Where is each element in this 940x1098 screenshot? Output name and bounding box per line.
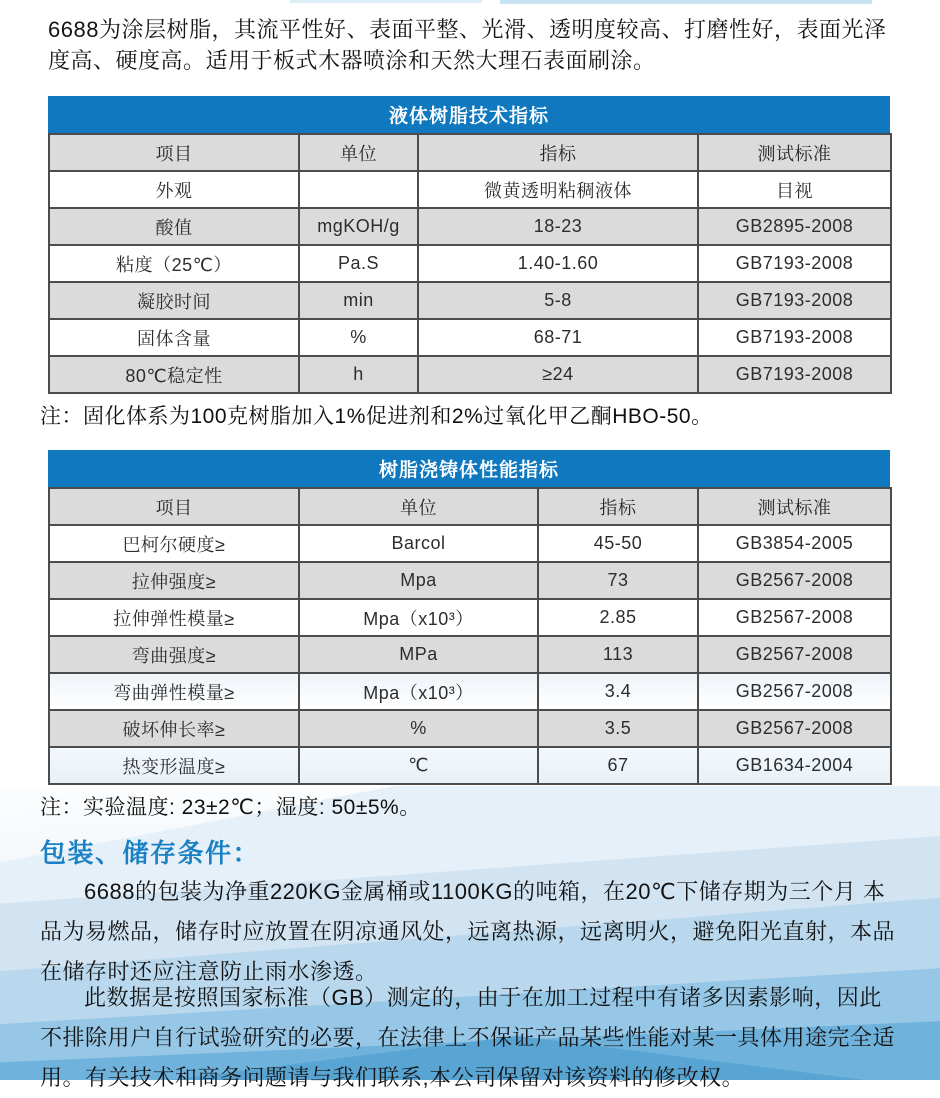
cell-standard: GB2895-2008 (698, 208, 891, 245)
cell-item: 固体含量 (49, 319, 299, 356)
cell-value: 5-8 (418, 282, 698, 319)
liquid-resin-table-title: 液体树脂技术指标 (48, 96, 890, 133)
cell-unit: Mpa（x10³） (299, 599, 538, 636)
cell-standard: 目视 (698, 171, 891, 208)
cell-standard: GB2567-2008 (698, 599, 891, 636)
column-header-item: 项目 (49, 488, 299, 525)
table-row (49, 562, 891, 599)
cell-item: 弯曲强度≥ (49, 636, 299, 673)
table-row (49, 747, 891, 784)
cell-unit: Pa.S (299, 245, 418, 282)
column-header-value: 指标 (538, 488, 698, 525)
cell-standard: GB1634-2004 (698, 747, 891, 784)
cell-value: 微黄透明粘稠液体 (418, 171, 698, 208)
table-row (49, 599, 891, 636)
table-row (49, 356, 891, 393)
cell-item: 破坏伸长率≥ (49, 710, 299, 747)
cell-standard: GB7193-2008 (698, 356, 891, 393)
cell-unit: Barcol (299, 525, 538, 562)
packaging-storage-heading: 包装、储存条件： (40, 838, 261, 868)
cell-value: 3.4 (538, 673, 698, 710)
cell-unit (299, 171, 418, 208)
column-header-unit: 单位 (299, 134, 418, 171)
cell-unit: h (299, 356, 418, 393)
packaging-storage-paragraph: 6688的包装为净重220KG金属桶或1100KG的吨箱，在20℃下储存期为三个月 本品为易燃品，储存时应放置在阴凉通风处，远离热源，远离明火，避免阳光直射，本品在储存时还应注意防止雨水渗透。 (40, 879, 896, 984)
table-header-row (49, 488, 891, 525)
cell-standard: GB7193-2008 (698, 319, 891, 356)
cell-item: 粘度（25℃） (49, 245, 299, 282)
cell-item: 拉伸强度≥ (49, 562, 299, 599)
table-row (49, 171, 891, 208)
cell-unit: % (299, 319, 418, 356)
table-row (49, 208, 891, 245)
cell-item: 80℃稳定性 (49, 356, 299, 393)
cell-item: 酸值 (49, 208, 299, 245)
cell-standard: GB2567-2008 (698, 562, 891, 599)
column-header-unit: 单位 (299, 488, 538, 525)
cell-value: 2.85 (538, 599, 698, 636)
cell-value: 67 (538, 747, 698, 784)
cell-value: 3.5 (538, 710, 698, 747)
cell-item: 弯曲弹性模量≥ (49, 673, 299, 710)
column-header-standard: 测试标准 (698, 134, 891, 171)
cell-value: 45-50 (538, 525, 698, 562)
casting-performance-table-title: 树脂浇铸体性能指标 (48, 450, 890, 487)
column-header-item: 项目 (49, 134, 299, 171)
table-row (49, 710, 891, 747)
cell-standard: GB2567-2008 (698, 710, 891, 747)
liquid-resin-table (48, 133, 892, 394)
cell-standard: GB2567-2008 (698, 673, 891, 710)
cell-unit: Mpa (299, 562, 538, 599)
test-conditions-note: 注：实验温度: 23±2℃；湿度: 50±5%。 (40, 796, 421, 819)
top-cropped-decoration-left (290, 0, 482, 3)
table-row (49, 673, 891, 710)
cell-item: 外观 (49, 171, 299, 208)
column-header-value: 指标 (418, 134, 698, 171)
cell-standard: GB7193-2008 (698, 282, 891, 319)
cell-value: 73 (538, 562, 698, 599)
cell-value: ≥24 (418, 356, 698, 393)
cell-item: 凝胶时间 (49, 282, 299, 319)
cell-value: 18-23 (418, 208, 698, 245)
cell-unit: Mpa（x10³） (299, 673, 538, 710)
cell-value: 113 (538, 636, 698, 673)
casting-performance-table (48, 487, 892, 785)
top-cropped-decoration-right (500, 0, 872, 4)
cell-unit: min (299, 282, 418, 319)
cell-unit: % (299, 710, 538, 747)
cell-unit: MPa (299, 636, 538, 673)
disclaimer-paragraph: 此数据是按照国家标准（GB）测定的，由于在加工过程中有诸多因素影响，因此不排除用户自行试验研究的必要，在法律上不保证产品某些性能对某一具体用途完全适用。有关技术和商务问题请与我们联系,本公司保留对该资料的修改权。 (40, 985, 896, 1090)
product-intro-text: 6688为涂层树脂，其流平性好、表面平整、光滑、透明度较高、打磨性好，表面光泽度高、硬度高。适用于板式木器喷涂和天然大理石表面刷涂。 (48, 17, 887, 73)
cell-standard: GB3854-2005 (698, 525, 891, 562)
cell-unit: mgKOH/g (299, 208, 418, 245)
cell-value: 1.40-1.60 (418, 245, 698, 282)
cell-item: 拉伸弹性模量≥ (49, 599, 299, 636)
cell-standard: GB2567-2008 (698, 636, 891, 673)
cell-item: 热变形温度≥ (49, 747, 299, 784)
curing-system-note: 注：固化体系为100克树脂加入1%促进剂和2%过氧化甲乙酮HBO-50。 (40, 405, 713, 428)
table-row (49, 525, 891, 562)
column-header-standard: 测试标准 (698, 488, 891, 525)
table-row (49, 636, 891, 673)
table-row (49, 282, 891, 319)
cell-value: 68-71 (418, 319, 698, 356)
cell-standard: GB7193-2008 (698, 245, 891, 282)
table-header-row (49, 134, 891, 171)
table-row (49, 319, 891, 356)
cell-item: 巴柯尔硬度≥ (49, 525, 299, 562)
table-row (49, 245, 891, 282)
cell-unit: ℃ (299, 747, 538, 784)
